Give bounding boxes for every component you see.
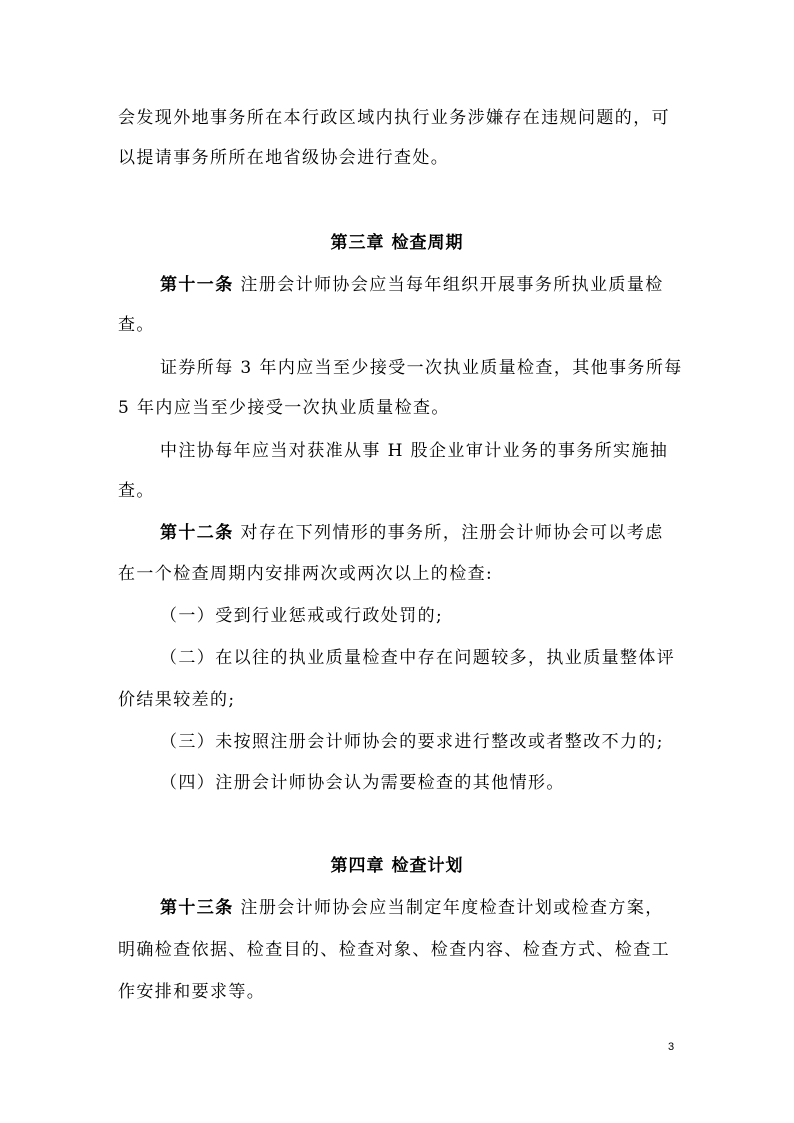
article-12-label: 第十二条: [160, 523, 234, 543]
article-11-text: 注册会计师协会应当每年组织开展事务所执业质量检: [240, 275, 664, 295]
paragraph-line: 查。: [118, 481, 155, 501]
article-12-text: 对存在下列情形的事务所，注册会计师协会可以考虑: [240, 523, 664, 543]
article-13-label: 第十三条: [160, 898, 234, 918]
list-item-continuation: 价结果较差的;: [118, 690, 236, 710]
article-13-text: 注册会计师协会应当制定年度检查计划或检查方案，: [240, 898, 664, 918]
paragraph-line: 在一个检查周期内安排两次或两次以上的检查:: [118, 564, 494, 584]
article-12-line: [160, 522, 664, 544]
paragraph-line: 查。: [118, 315, 155, 335]
paragraph-line: 5 年内应当至少接受一次执业质量检查。: [118, 398, 450, 418]
page-number: 3: [668, 1041, 675, 1053]
paragraph-line: 会发现外地事务所在本行政区域内执行业务涉嫌存在违规问题的，可: [118, 108, 670, 128]
article-13-line: [160, 897, 664, 919]
list-item: （四）注册会计师协会认为需要检查的其他情形。: [160, 773, 565, 793]
paragraph-line: 以提请事务所所在地省级协会进行查处。: [118, 148, 450, 168]
list-item: （三）未按照注册会计师协会的要求进行整改或者整改不力的;: [160, 732, 664, 752]
list-item: （一）受到行业惩戒或行政处罚的;: [160, 606, 444, 626]
paragraph-line: 作安排和要求等。: [118, 982, 266, 1002]
paragraph-line: 明确检查依据、检查目的、检查对象、检查内容、检查方式、检查工: [118, 940, 670, 960]
chapter-3-heading: 第三章 检查周期: [330, 233, 464, 253]
paragraph-line: 证券所每 3 年内应当至少接受一次执业质量检查，其他事务所每: [160, 358, 683, 378]
paragraph-line: 中注协每年应当对获准从事 H 股企业审计业务的事务所实施抽: [160, 441, 669, 461]
article-11-line: [160, 274, 664, 296]
chapter-4-heading: 第四章 检查计划: [330, 856, 464, 876]
list-item: （二）在以往的执业质量检查中存在问题较多，执业质量整体评: [160, 648, 676, 668]
article-11-label: 第十一条: [160, 275, 234, 295]
